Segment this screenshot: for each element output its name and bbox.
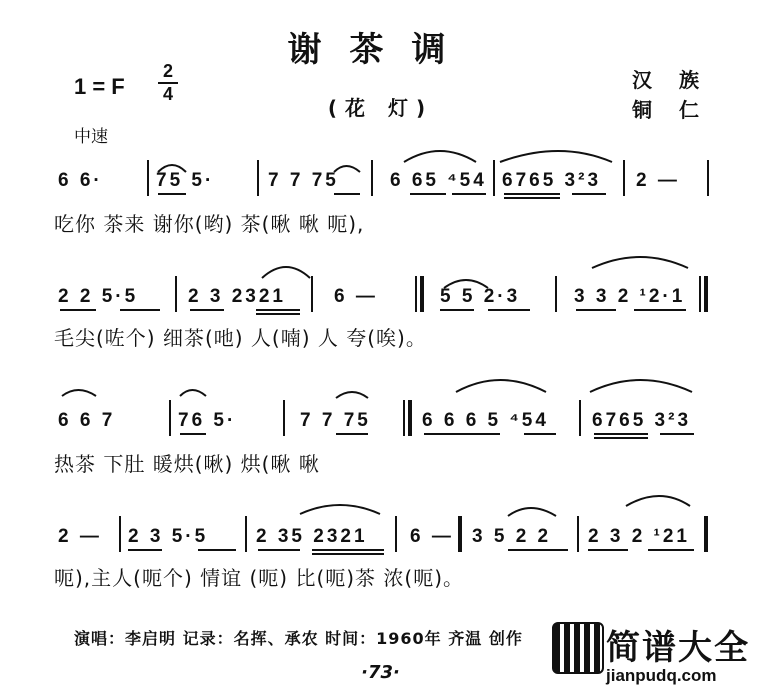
watermark-brand: 简谱大全 (606, 628, 750, 668)
measure: 7 7 75 (268, 170, 339, 191)
watermark-url: jianpudq.com (606, 666, 717, 685)
lyrics-line: 热茶 下肚 暖烘(啾) 烘(啾 啾 (54, 452, 320, 476)
lyrics-line: 呃),主人(呃个) 情谊 (呃) 比(呃)茶 浓(呃)。 (54, 566, 465, 590)
lyrics-line: 吃你 茶来 谢你(哟) 茶(啾 啾 呃), (54, 212, 365, 236)
measure: 2 35 2321 (256, 526, 368, 547)
song-title: 谢茶调 (287, 30, 474, 70)
measure: 2 — (58, 526, 102, 547)
region: 铜 仁 (632, 98, 709, 122)
measure: 6 65 ⁴54 (390, 170, 487, 191)
key-signature: 1 = F (74, 74, 125, 99)
lyrics-line: 毛尖(咗个) 细茶(吔) 人(喃) 人 夸(唉)。 (54, 326, 427, 350)
measure: 6 — (410, 526, 454, 547)
measure: 3 5 2 2 (472, 526, 552, 547)
time-signature-bottom: 4 (162, 84, 173, 104)
measure: 2 — (636, 170, 680, 191)
measure: 2 3 2321 (188, 286, 286, 307)
tempo-marking: 中速 (74, 127, 108, 147)
page-number: ·73· (361, 662, 400, 683)
measure: 7 7 75 (300, 410, 371, 431)
measure: 6 6· (58, 170, 103, 191)
measure: 2 3 5·5 (128, 526, 209, 547)
time-signature-top: 2 (162, 61, 173, 81)
measure: 6 — (334, 286, 378, 307)
measure: 6 6 7 (58, 410, 116, 431)
measure: 3 3 2 ¹2·1 (574, 286, 686, 307)
measure: 5 5 2·3 (440, 286, 521, 307)
genre-subtitle: (花 灯) (327, 96, 434, 120)
watermark (548, 616, 761, 695)
piano-keys-icon (552, 622, 604, 674)
credits-line: 演唱：李启明 记录：名挥、承农 时间：1960年 齐温 创作 (74, 629, 523, 648)
measure: 2 2 5·5 (58, 286, 139, 307)
measure: 2 3 2 ¹21 (588, 526, 690, 547)
measure: 6765 3²3 (502, 170, 602, 191)
measure: 6 6 6 5 ⁴54 (422, 410, 549, 431)
measure: 76 5· (178, 410, 237, 431)
ethnicity: 汉 族 (632, 68, 709, 92)
measure: 6765 3²3 (592, 410, 692, 431)
measure: 75 5· (156, 170, 215, 191)
